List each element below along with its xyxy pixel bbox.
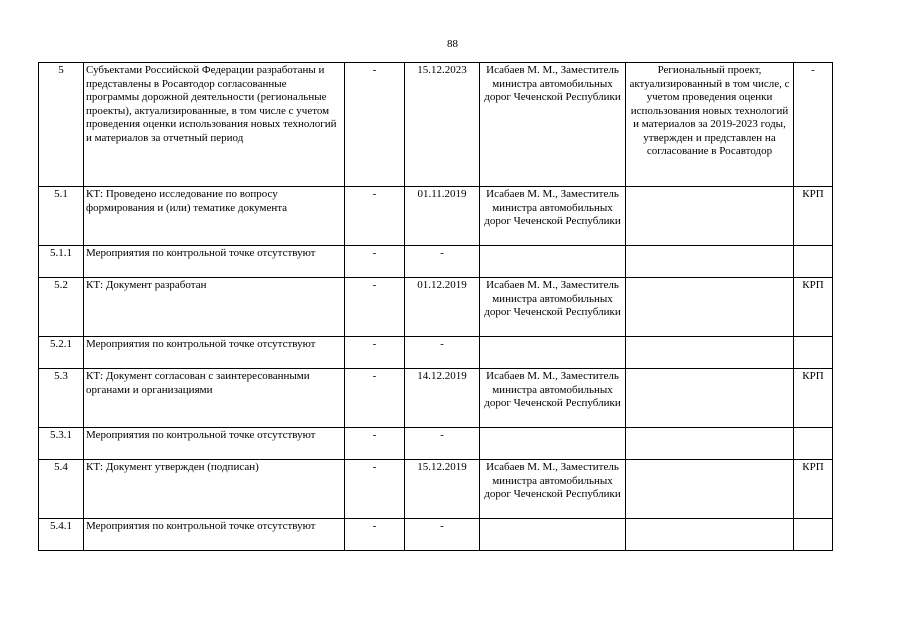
row-level: -: [794, 63, 833, 187]
row-end: 01.12.2019: [405, 278, 480, 337]
table-row: [39, 337, 833, 369]
row-result: [626, 369, 794, 428]
row-responsible: [480, 428, 626, 460]
row-level: КРП: [794, 369, 833, 428]
row-end: -: [405, 428, 480, 460]
row-responsible: Исабаев М. М., Заместитель министра автомобильных дорог Чеченской Республики: [480, 63, 626, 187]
row-result: [626, 337, 794, 369]
row-start: -: [345, 369, 405, 428]
table-row: [39, 519, 833, 551]
row-responsible: [480, 519, 626, 551]
row-end: -: [405, 337, 480, 369]
row-start: -: [345, 246, 405, 278]
row-responsible: Исабаев М. М., Заместитель министра автомобильных дорог Чеченской Республики: [480, 460, 626, 519]
row-name: Мероприятия по контрольной точке отсутствуют: [84, 519, 345, 551]
row-start: -: [345, 63, 405, 187]
table-row: [39, 428, 833, 460]
table-row: [39, 460, 833, 519]
row-result: [626, 519, 794, 551]
row-responsible: [480, 246, 626, 278]
row-end: -: [405, 519, 480, 551]
row-result: [626, 187, 794, 246]
row-number: 5.2.1: [39, 337, 84, 369]
row-number: 5.3.1: [39, 428, 84, 460]
row-level: КРП: [794, 278, 833, 337]
row-name: Мероприятия по контрольной точке отсутствуют: [84, 428, 345, 460]
row-start: -: [345, 187, 405, 246]
table-row: [39, 63, 833, 187]
row-number: 5.2: [39, 278, 84, 337]
table-row: [39, 369, 833, 428]
row-responsible: Исабаев М. М., Заместитель министра автомобильных дорог Чеченской Республики: [480, 187, 626, 246]
table-row: [39, 246, 833, 278]
table-row: [39, 187, 833, 246]
row-result: Региональный проект, актуализированный в том числе, с учетом проведения оценки использования новых технологий и материалов за 2019-2023 годы, утвержден и представлен на согласование в Росавтодор: [626, 63, 794, 187]
row-start: -: [345, 519, 405, 551]
row-result: [626, 428, 794, 460]
row-responsible: Исабаев М. М., Заместитель министра автомобильных дорог Чеченской Республики: [480, 278, 626, 337]
row-end: -: [405, 246, 480, 278]
row-result: [626, 460, 794, 519]
row-responsible: Исабаев М. М., Заместитель министра автомобильных дорог Чеченской Республики: [480, 369, 626, 428]
row-level: [794, 337, 833, 369]
row-name: КТ: Документ согласован с заинтересованными органами и организациями: [84, 369, 345, 428]
table-row: [39, 278, 833, 337]
row-name: Мероприятия по контрольной точке отсутствуют: [84, 246, 345, 278]
row-level: КРП: [794, 187, 833, 246]
row-level: [794, 246, 833, 278]
row-end: 15.12.2019: [405, 460, 480, 519]
row-start: -: [345, 460, 405, 519]
row-name: Субъектами Российской Федерации разработаны и представлены в Росавтодор согласованные программы дорожной деятельности (региональные проекты), актуализированные, в том числе с учетом проведения оценки использования новых технологий и материалов за отчетный период: [84, 63, 345, 187]
row-result: [626, 246, 794, 278]
row-name: Мероприятия по контрольной точке отсутствуют: [84, 337, 345, 369]
page-number: 88: [447, 38, 458, 50]
row-start: -: [345, 337, 405, 369]
row-level: КРП: [794, 460, 833, 519]
row-number: 5.1: [39, 187, 84, 246]
row-number: 5: [39, 63, 84, 187]
plan-table: [38, 62, 833, 551]
row-number: 5.4: [39, 460, 84, 519]
row-level: [794, 519, 833, 551]
row-level: [794, 428, 833, 460]
row-name: КТ: Проведено исследование по вопросу формирования и (или) тематике документа: [84, 187, 345, 246]
row-result: [626, 278, 794, 337]
row-end: 15.12.2023: [405, 63, 480, 187]
row-end: 14.12.2019: [405, 369, 480, 428]
row-responsible: [480, 337, 626, 369]
row-end: 01.11.2019: [405, 187, 480, 246]
row-number: 5.3: [39, 369, 84, 428]
row-name: КТ: Документ утвержден (подписан): [84, 460, 345, 519]
row-start: -: [345, 278, 405, 337]
row-number: 5.4.1: [39, 519, 84, 551]
row-number: 5.1.1: [39, 246, 84, 278]
row-start: -: [345, 428, 405, 460]
row-name: КТ: Документ разработан: [84, 278, 345, 337]
